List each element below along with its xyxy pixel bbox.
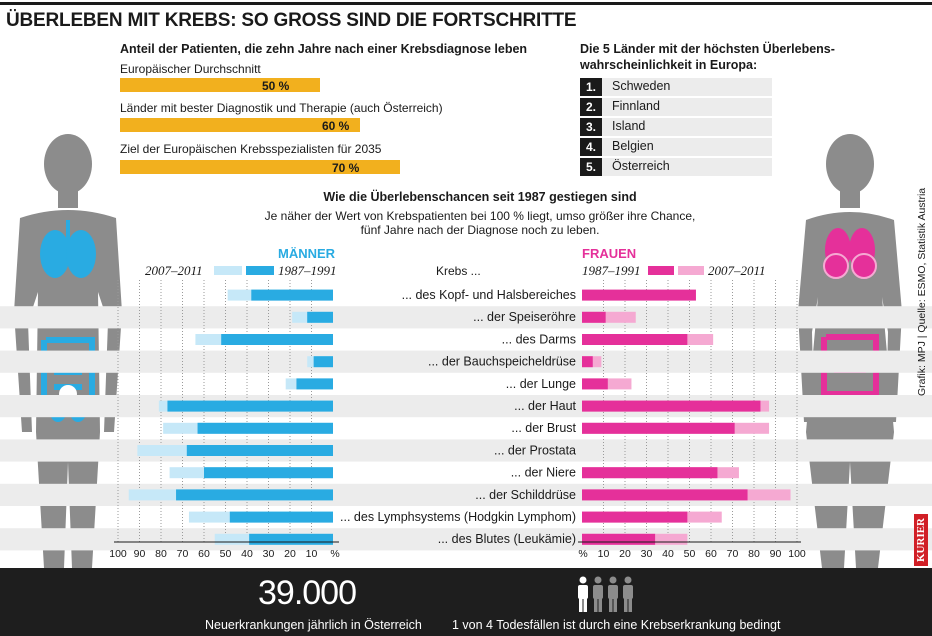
rank-number: 2. [580,98,602,116]
axis-tick-men: 100 [109,548,127,560]
top5-row [580,158,772,176]
bar-men-1987-1991 [314,356,333,367]
ten-year-value-3: 70 % [332,161,360,175]
axis-tick-women: % [578,548,588,560]
bar-women-1987-1991 [582,512,687,523]
bar-women-1987-1991 [582,467,717,478]
source-credit: Grafik: MPJ | Quelle: ESMO, Statistik Austria [916,187,928,396]
title-rule [0,2,932,5]
page-title: ÜBERLEBEN MIT KREBS: SO GROSS SIND DIE FORTSCHRITTE [6,10,577,31]
rank-country: Österreich [612,159,670,173]
axis-tick-women: 80 [748,548,760,560]
cancer-type-label: ... der Lunge [505,376,576,391]
axis-tick-women: 10 [597,548,610,560]
bar-women-1987-1991 [582,423,735,434]
cancer-type-label: ... des Blutes (Leukämie) [437,532,576,547]
axis-tick-men: 80 [155,548,167,560]
cancer-type-label: ... der Niere [510,465,576,480]
chart-intro-line-2: fünf Jahre nach der Diagnose noch zu leben. [360,223,600,237]
axis-tick-men: 20 [284,548,296,560]
axis-tick-women: 60 [705,548,717,560]
bar-men-1987-1991 [307,312,333,323]
rank-number: 1. [580,78,602,96]
legend-men-old-swatch [246,266,274,275]
axis-tick-men: 10 [305,548,318,560]
axis-tick-men: 40 [241,548,253,560]
axis-tick-women: 40 [662,548,674,560]
new-cases-caption: Neuerkrankungen jährlich in Österreich [205,618,422,632]
rank-number: 3. [580,118,602,136]
rank-country: Belgien [612,139,654,153]
bar-women-1987-1991 [582,356,593,367]
ten-year-label-2: Länder mit bester Diagnostik und Therapie (auch Österreich) [120,101,443,115]
axis-tick-women: 50 [683,548,696,560]
ten-year-label-3: Ziel der Europäischen Krebsspezialisten für 2035 [120,142,382,156]
top5-heading-2: wahrscheinlichkeit in Europa: [580,58,758,72]
person-icon [623,577,633,613]
bar-women-1987-1991 [582,290,696,301]
footer-band [0,568,932,636]
bar-men-1987-1991 [204,467,333,478]
axis-tick-women: 30 [640,548,653,560]
legend-men-title: MÄNNER [278,246,336,261]
new-cases-number: 39.000 [258,574,356,612]
legend-women-new-swatch [678,266,704,275]
axis-tick-women: 20 [619,548,631,560]
people-icon [576,576,636,614]
person-icon-highlight [578,577,588,613]
legend-men-new-label: 2007–2011 [145,263,203,278]
bar-men-1987-1991 [251,290,333,301]
top5-row [580,118,772,136]
person-icon [608,577,618,613]
kurier-logo: KURIER [914,514,928,566]
survival-chart [0,280,932,568]
axis-tick-men: 70 [176,548,189,560]
bar-men-1987-1991 [221,334,333,345]
bar-men-1987-1991 [187,445,333,456]
cancer-type-label: ... des Kopf- und Halsbereiches [401,288,576,302]
legend-women-old-label: 1987–1991 [582,263,641,278]
rank-number: 4. [580,138,602,156]
cancer-type-label: ... der Brust [511,421,576,436]
bar-men-1987-1991 [249,534,333,545]
bar-men-1987-1991 [296,378,333,389]
axis-tick-women: 70 [726,548,739,560]
bar-men-1987-1991 [230,512,333,523]
bar-men-1987-1991 [176,489,333,500]
ten-year-value-2: 60 % [322,119,350,133]
axis-tick-women: 100 [788,548,806,560]
title-bar [0,0,932,36]
bar-women-1987-1991 [582,534,655,545]
bar-women-1987-1991 [582,334,687,345]
bar-women-1987-1991 [582,489,748,500]
top5-row [580,138,772,156]
bar-women-1987-1991 [582,401,760,412]
bar-women-1987-1991 [582,312,606,323]
bar-women-1987-1991 [582,378,608,389]
cancer-type-label: ... der Schilddrüse [475,487,576,502]
axis-tick-men: 60 [198,548,210,560]
rank-country: Finnland [612,99,660,113]
rank-country: Schweden [612,79,671,93]
bar-men-1987-1991 [198,423,333,434]
axis-tick-men: 90 [133,548,146,560]
cancer-type-label: ... der Bauchspeicheldrüse [427,354,576,369]
ten-year-value-1: 50 % [262,79,290,93]
legend-men-old-label: 1987–1991 [278,263,337,278]
axis-tick-men: 30 [262,548,275,560]
axis-tick-women: 90 [769,548,782,560]
top5-row [580,98,772,116]
axis-tick-men: 50 [219,548,232,560]
ten-year-bar-1 [120,78,320,92]
axis-tick-men: % [330,548,340,560]
legend-women-new-label: 2007–2011 [708,263,766,278]
cancer-type-label: ... des Lymphsystems (Hodgkin Lymphom) [340,510,576,524]
legend-men-new-swatch [214,266,242,275]
chart-intro-line-1: Je näher der Wert von Krebspatienten bei 100 % liegt, umso größer ihre Chance, [264,209,696,223]
cancer-column-header: Krebs ... [436,264,481,278]
rank-number: 5. [580,158,602,176]
legend-women-old-swatch [648,266,674,275]
person-icon [593,577,603,613]
rank-country: Island [612,119,646,133]
ten-year-label-1: Europäischer Durchschnitt [120,62,261,76]
top5-heading-1: Die 5 Länder mit der höchsten Überlebens- [580,42,835,56]
cancer-type-label: ... der Speiseröhre [473,310,576,325]
bar-men-1987-1991 [167,401,333,412]
cancer-type-label: ... der Haut [514,399,576,413]
ten-year-heading: Anteil der Patienten, die zehn Jahre nach einer Krebsdiagnose leben [120,42,528,56]
cancer-type-label: ... des Darms [501,332,576,347]
cancer-type-label: ... der Prostata [494,443,576,458]
death-ratio-caption: 1 von 4 Todesfällen ist durch eine Krebserkrankung bedingt [452,618,781,632]
chart-heading: Wie die Überlebenschancen seit 1987 gestiegen sind [323,190,637,204]
top5-row [580,78,772,96]
legend-women-title: FRAUEN [582,246,637,261]
